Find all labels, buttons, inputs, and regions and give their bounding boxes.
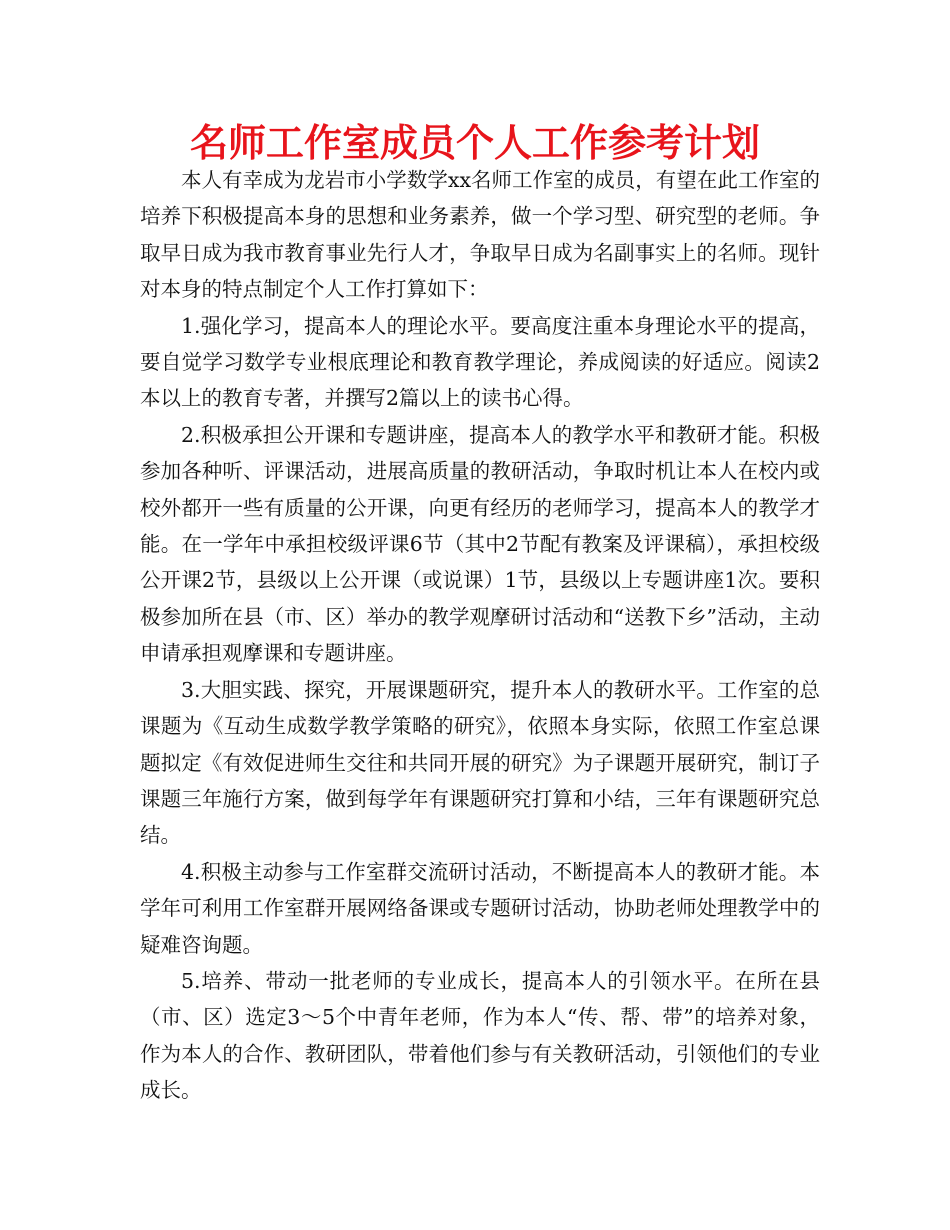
paragraph-item-2: 2.积极承担公开课和专题讲座，提高本人的教学水平和教研才能。积极参加各种听、评课活动，进展高质量的教研活动，争取时机让本人在校内或校外都开一些有质量的公开课，向更有经历的老师学习，提高本人的教学才能。在一学年中承担校级评课6节（其中2节配有教案及评课稿），承担校级公开课2节，县级以上公开课（或说课）1节，县级以上专题讲座1次。要积极参加所在县（市、区）举办的教学观摩研讨活动和“送教下乡”活动，主动申请承担观摩课和专题讲座。 [140, 422, 820, 666]
paragraph-item-1: 1.强化学习，提高本人的理论水平。要高度注重本身理论水平的提高，要自觉学习数学专业根底理论和教育教学理论，养成阅读的好适应。阅读2本以上的教育专著，并撰写2篇以上的读书心得。 [140, 313, 820, 411]
paragraph-item-4: 4.积极主动参与工作室群交流研讨活动，不断提高本人的教研才能。本学年可利用工作室群开展网络备课或专题研讨活动，协助老师处理教学中的疑难咨询题。 [140, 859, 820, 957]
document-body [140, 162, 820, 1109]
paragraph-intro: 本人有幸成为龙岩市小学数学xx名师工作室的成员，有望在此工作室的培养下积极提高本身的思想和业务素养，做一个学习型、研究型的老师。争取早日成为我市教育事业先行人才，争取早日成为名副事实上的名师。现针对本身的特点制定个人工作打算如下： [140, 168, 820, 302]
document-title: 名师工作室成员个人工作参考计划 [189, 121, 760, 165]
paragraph-item-5: 5.培养、带动一批老师的专业成长，提高本人的引领水平。在所在县（市、区）选定3～5个中青年老师，作为本人“传、帮、带”的培养对象，作为本人的合作、教研团队，带着他们参与有关教研活动，引领他们的专业成长。 [140, 968, 820, 1103]
paragraph-item-3: 3.大胆实践、探究，开展课题研究，提升本人的教研水平。工作室的总课题为《互动生成数学教学策略的研究》，依照本身实际，依照工作室总课题拟定《有效促进师生交往和共同开展的研究》为子课题开展研究，制订子课题三年施行方案，做到每学年有课题研究打算和小结，三年有课题研究总结。 [140, 677, 820, 848]
